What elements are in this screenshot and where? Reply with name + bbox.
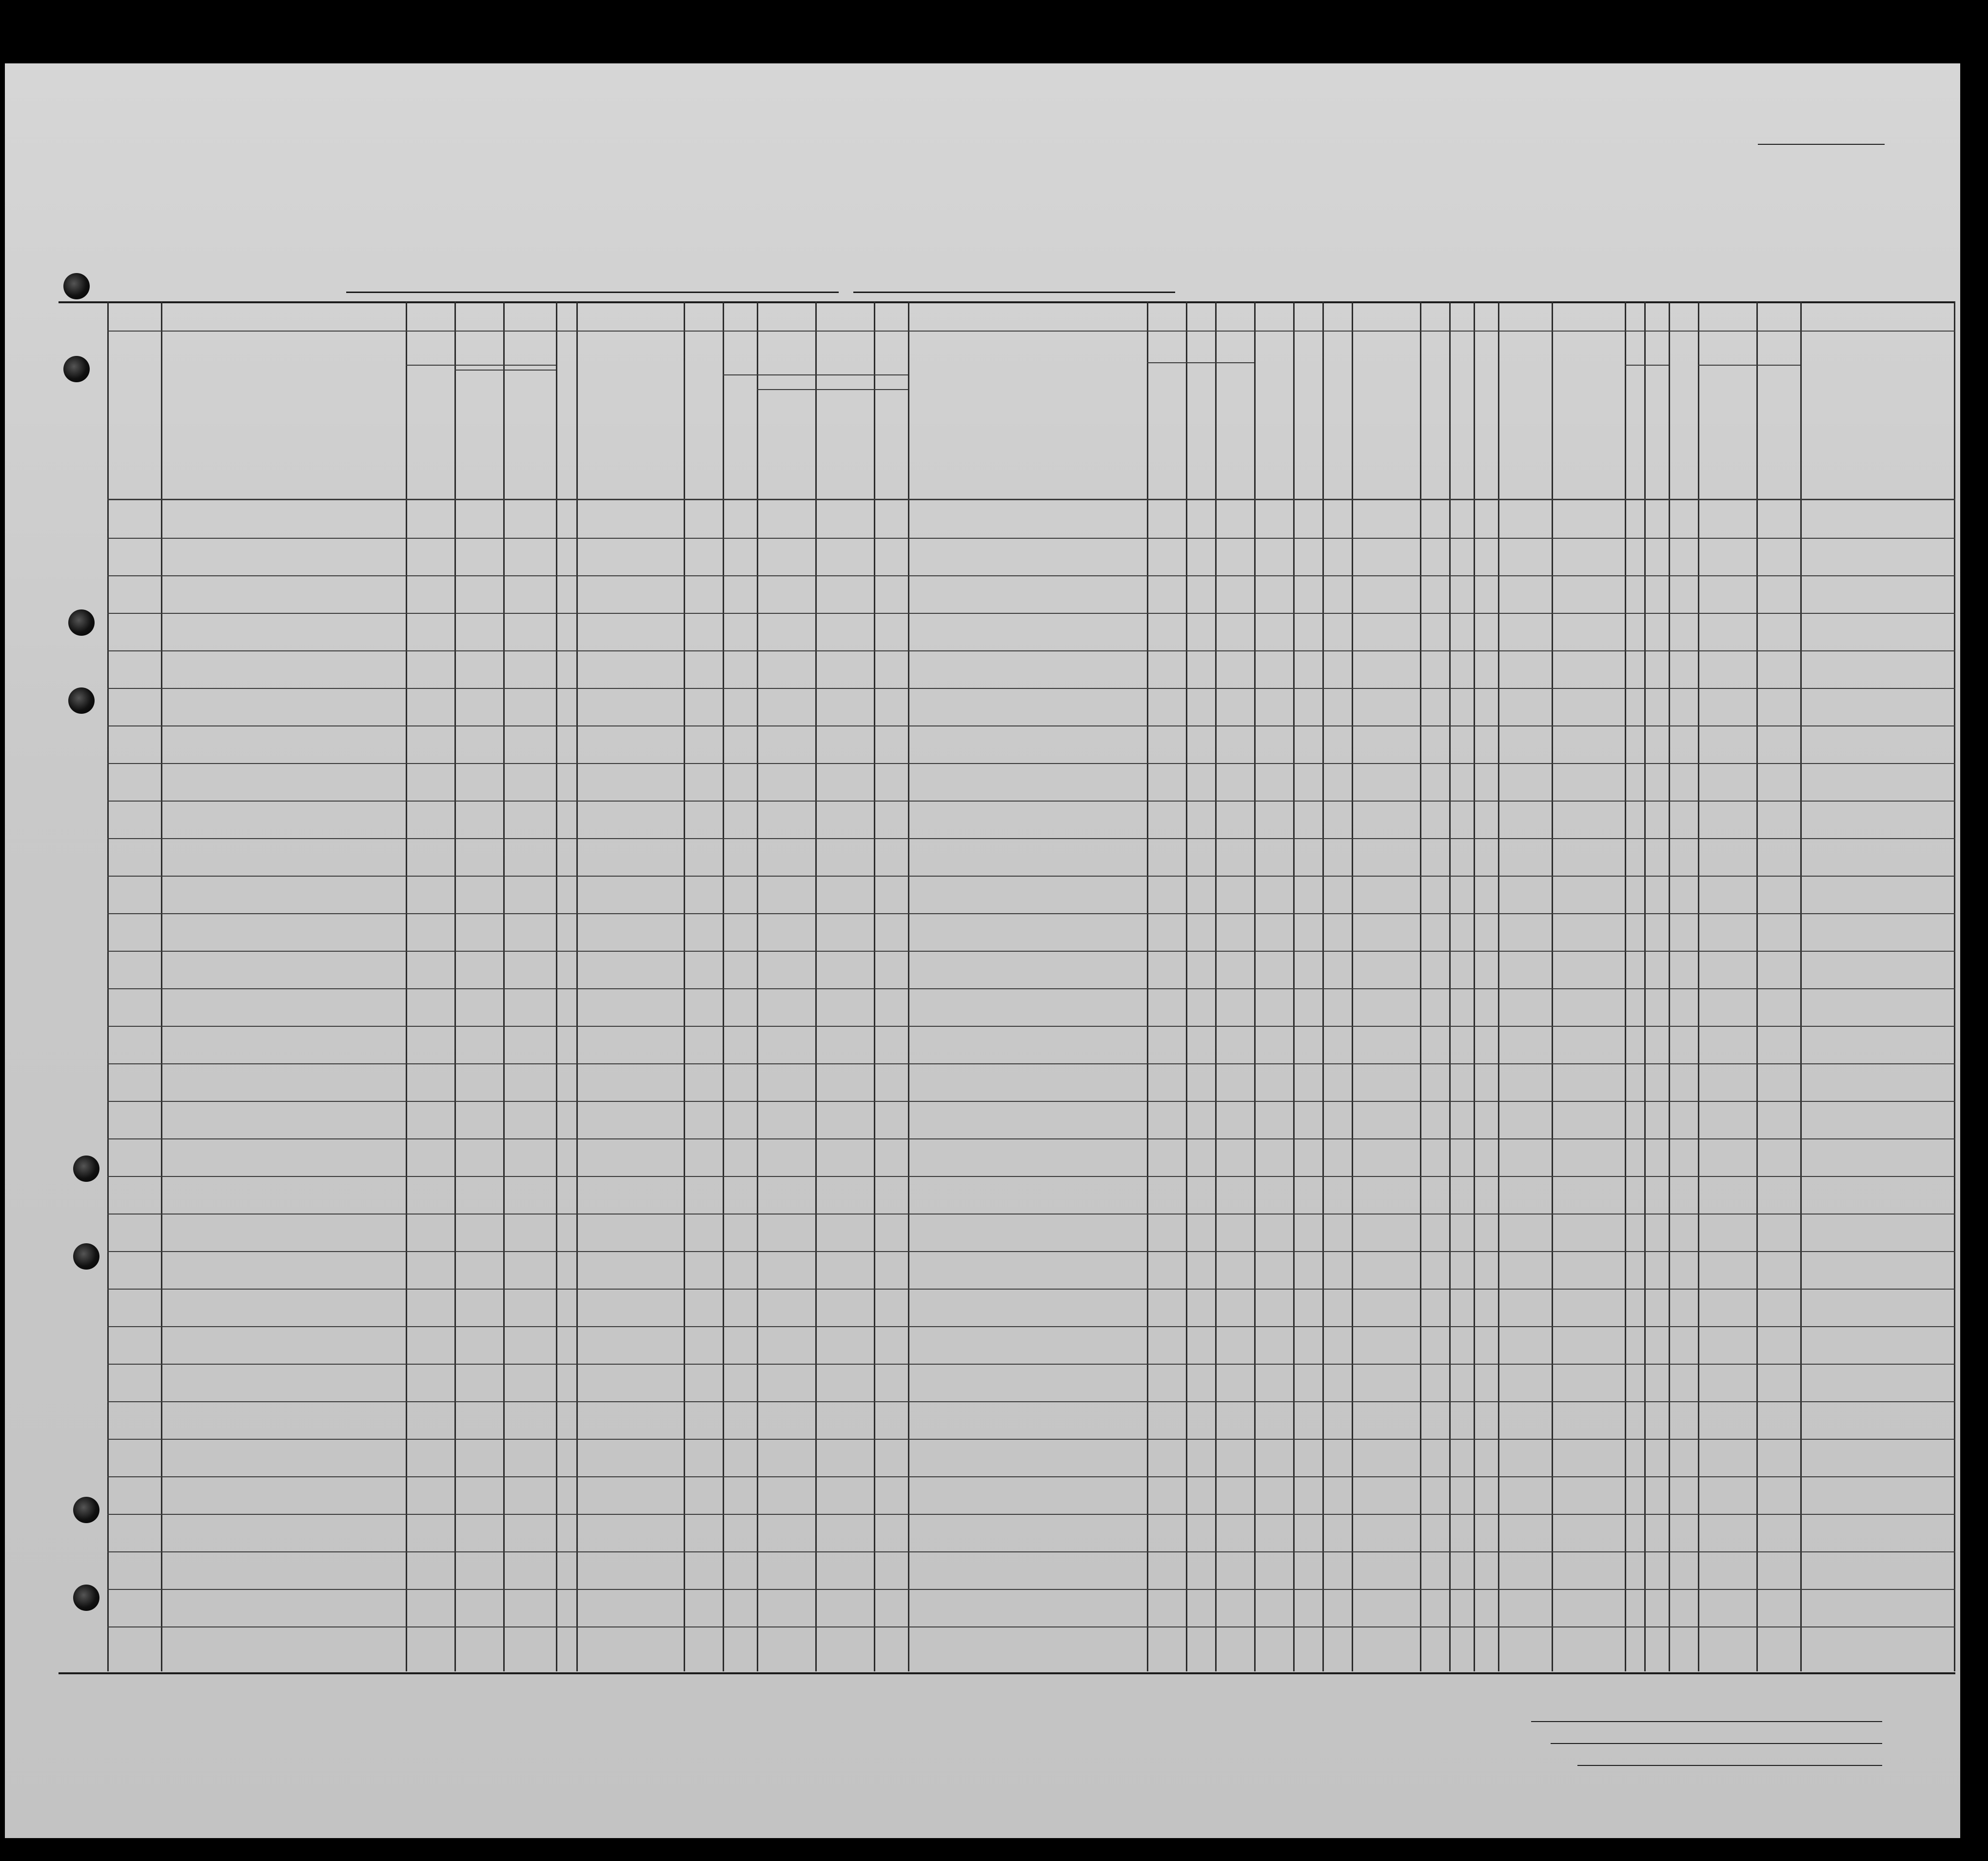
port-rule xyxy=(346,292,839,293)
owners-rule xyxy=(1551,1743,1882,1744)
row-rule xyxy=(107,613,1955,614)
row-rule xyxy=(107,876,1955,877)
binder-hole xyxy=(63,273,90,299)
hdr-q29 xyxy=(1422,335,1448,496)
binder-hole xyxy=(73,1243,99,1270)
hdr-feet xyxy=(1627,428,1643,491)
row-rule xyxy=(107,951,1955,952)
hdr-q28 xyxy=(1354,335,1417,496)
list-rule xyxy=(1758,144,1885,145)
row-rule xyxy=(107,575,1955,576)
row-rule xyxy=(107,1514,1955,1515)
hdr-purpose-citizen xyxy=(1217,365,1252,496)
row-rule xyxy=(107,1401,1955,1402)
binder-hole xyxy=(63,356,90,382)
binder-hole xyxy=(73,1497,99,1523)
binder-hole xyxy=(73,1156,99,1182)
row-rule xyxy=(107,538,1955,539)
binder-hole xyxy=(68,609,95,636)
row-rule xyxy=(107,1476,1955,1477)
row-rule xyxy=(107,1176,1955,1177)
binder-hole xyxy=(68,687,95,714)
row-rule xyxy=(107,1138,1955,1139)
row-rule xyxy=(107,763,1955,764)
hdr-money xyxy=(687,335,721,496)
line-rule xyxy=(1531,1721,1882,1722)
hdr-prison xyxy=(1257,335,1292,496)
row-rule xyxy=(107,1326,1955,1327)
row-rule xyxy=(107,725,1955,726)
hdr-purpose-length xyxy=(1188,365,1213,496)
hdr-polygamist xyxy=(1296,335,1321,496)
row-rule xyxy=(107,650,1955,651)
row-rule xyxy=(107,1289,1955,1290)
row-rule xyxy=(107,1101,1955,1102)
hdr-q31 xyxy=(1476,335,1497,496)
hdr-q30 xyxy=(1451,335,1473,496)
row-rule xyxy=(107,1589,1955,1590)
row-rule xyxy=(107,1364,1955,1365)
hdr-ticket xyxy=(558,335,575,496)
row-rule xyxy=(107,1626,1955,1627)
row-rule xyxy=(107,1251,1955,1252)
row-rule xyxy=(107,913,1955,914)
table-bottom-rule xyxy=(59,1672,1955,1674)
hdr-anarchist xyxy=(1325,335,1350,496)
row-rule xyxy=(107,988,1955,989)
hdr-purpose-return xyxy=(1149,365,1184,496)
agents-rule xyxy=(1577,1765,1882,1766)
row-rule xyxy=(107,1026,1955,1027)
hdr-inches xyxy=(1648,428,1664,491)
manifest-sheet xyxy=(5,63,1960,1838)
row-rule xyxy=(107,1214,1955,1215)
row-rule xyxy=(107,688,1955,689)
row-rule xyxy=(107,1063,1955,1064)
manifest-table xyxy=(107,301,1955,1666)
row-rule xyxy=(107,801,1955,802)
row-rule xyxy=(107,1551,1955,1552)
row-rule xyxy=(107,1439,1955,1440)
row-rule xyxy=(107,838,1955,839)
binder-hole xyxy=(73,1585,99,1611)
date-rule xyxy=(853,292,1175,293)
